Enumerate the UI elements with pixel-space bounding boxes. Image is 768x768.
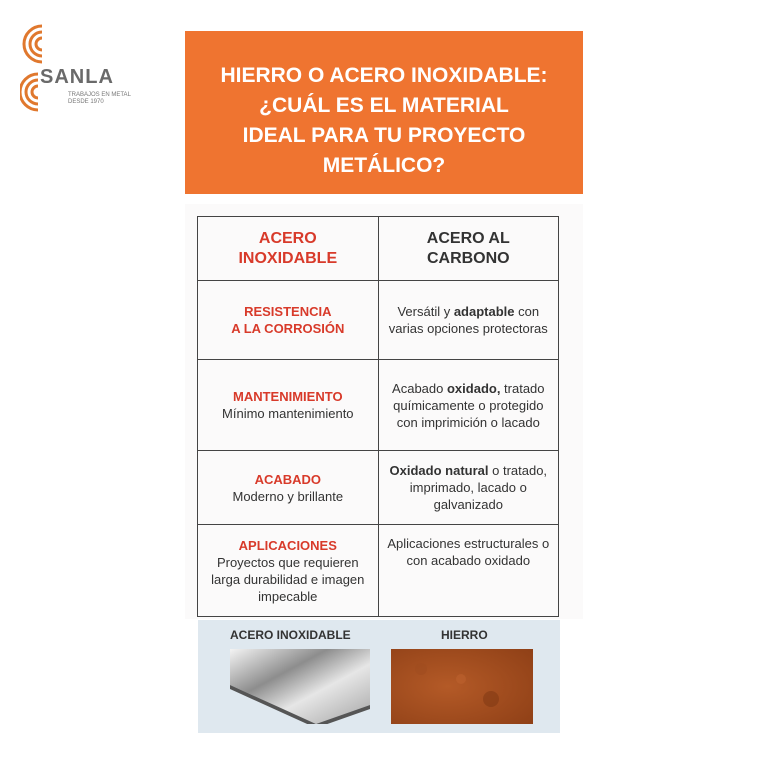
sanla-logo: [20, 24, 150, 134]
header-acero-inoxidable: [198, 217, 379, 281]
table-row: [198, 281, 559, 360]
table-row: [198, 451, 559, 525]
row-label: ACABADO: [254, 471, 322, 487]
title-line-2: ¿CUÁL ES EL MATERIAL: [259, 94, 509, 117]
row-right-bold: adaptable: [453, 304, 515, 319]
row-right-bold: Oxidado natural: [389, 463, 489, 478]
table-header-row: [198, 217, 559, 281]
row-right-text: o tratado, imprimado, lacado o galvanizado: [409, 463, 548, 512]
row-right-text: Acabado: [392, 380, 447, 396]
title-line-1: HIERRO O ACERO INOXIDABLE:: [220, 64, 548, 87]
row-right-text: con varias opciones protectoras: [388, 304, 548, 336]
header-left-line1: ACERO: [258, 229, 317, 247]
header-right-line2: CARBONO: [426, 249, 510, 267]
caption-acero-inoxidable: ACERO INOXIDABLE: [230, 628, 351, 642]
row-right-cell: [378, 360, 558, 451]
row-label-line2: A LA CORROSIÓN: [231, 321, 345, 336]
row-left-text: Moderno y brillante: [232, 488, 344, 504]
stainless-steel-sample: [230, 649, 370, 724]
row-right-text: Versátil y: [397, 304, 454, 319]
table-row: [198, 525, 559, 617]
row-right-cell: [378, 451, 558, 525]
logo-name: SANLA: [40, 66, 114, 88]
header-left-line2: INOXIDABLE: [238, 249, 338, 267]
title-banner: [185, 31, 583, 194]
comparison-table: [197, 216, 559, 617]
material-samples: [198, 620, 560, 733]
title-line-3: IDEAL PARA TU PROYECTO: [242, 124, 526, 147]
row-right-cell: [378, 525, 558, 617]
row-left-cell: [198, 451, 379, 525]
row-label: MANTENIMIENTO: [233, 389, 343, 404]
row-label-cell: [198, 281, 379, 360]
title-line-4: METÁLICO?: [322, 154, 446, 177]
row-right-text: Aplicaciones estructurales o con acabado oxidado: [387, 536, 550, 568]
row-right-cell: [378, 281, 558, 360]
row-left-cell: [198, 525, 379, 617]
row-left-text: Mínimo mantenimiento: [222, 406, 354, 421]
row-left-text: Proyectos que requieren larga durabilidad e imagen impecable: [211, 554, 365, 604]
header-right-line1: ACERO AL: [426, 229, 510, 247]
header-acero-carbono: [378, 217, 558, 281]
row-left-cell: [198, 360, 379, 451]
row-right-bold: oxidado,: [446, 380, 501, 396]
logo-tagline: [68, 92, 131, 106]
row-label: APLICACIONES: [238, 537, 337, 553]
iron-rust-sample: [391, 649, 533, 724]
table-row: [198, 360, 559, 451]
logo-tagline-line2: DESDE 1970: [68, 99, 104, 105]
caption-hierro: HIERRO: [441, 628, 488, 642]
logo-tagline-line1: TRABAJOS EN METAL: [68, 92, 131, 98]
row-right-text: tratado químicamente o protegido con imprimición o lacado: [393, 380, 545, 430]
page-title: [185, 61, 583, 181]
row-label-line1: RESISTENCIA: [244, 304, 332, 319]
